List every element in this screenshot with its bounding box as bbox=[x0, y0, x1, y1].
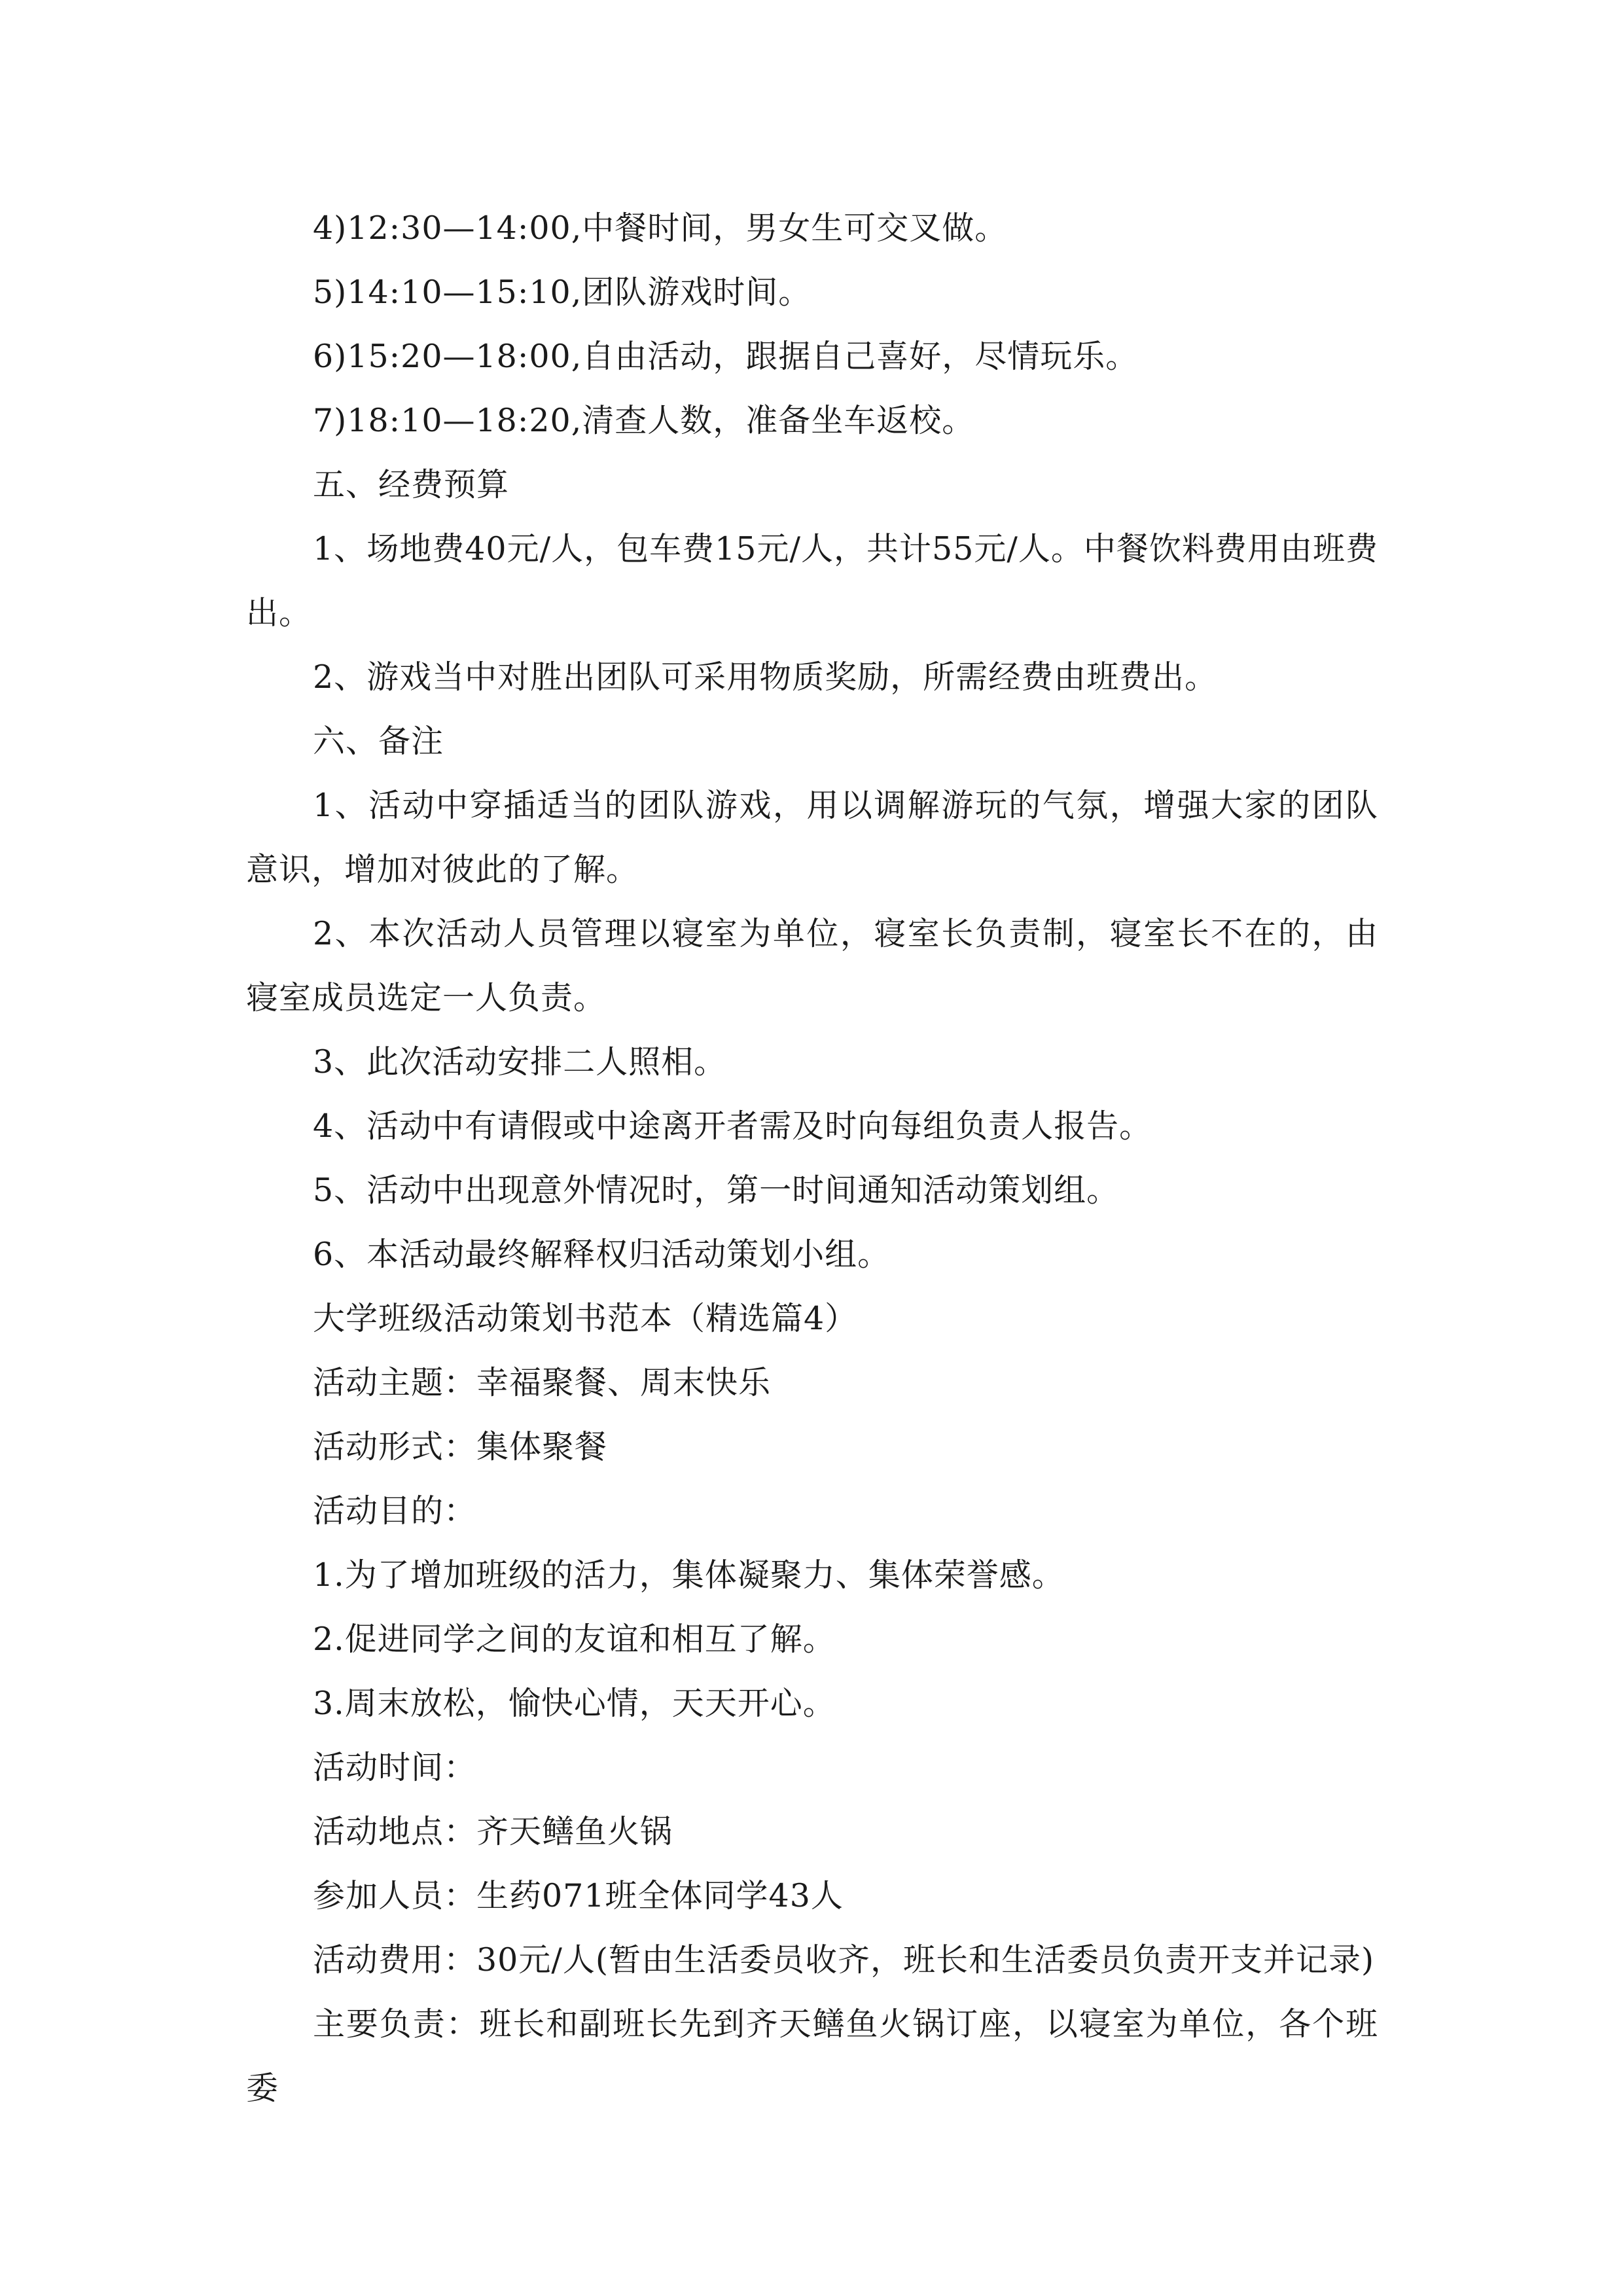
note-item-3: 3、此次活动安排二人照相。 bbox=[313, 1043, 727, 1081]
budget-item-1: 1、场地费40元/人，包车费15元/人，共计55元/人。中餐饮料费用由班费出。 bbox=[246, 530, 1378, 632]
schedule-item-6: 6)15:20—18:00,自由活动，跟据自己喜好，尽情玩乐。 bbox=[313, 338, 1139, 375]
activity-purpose-heading: 活动目的： bbox=[313, 1492, 477, 1530]
section-heading-notes: 六、备注 bbox=[313, 723, 444, 760]
document-body bbox=[246, 196, 1378, 2121]
schedule-item-4: 4)12:30—14:00,中餐时间，男女生可交叉做。 bbox=[313, 209, 1008, 247]
participants: 参加人员：生药071班全体同学43人 bbox=[313, 1877, 844, 1914]
main-responsibility: 主要负责：班长和副班长先到齐天鳝鱼火锅订座，以寝室为单位，各个班委 bbox=[246, 2005, 1378, 2107]
activity-time: 活动时间： bbox=[313, 1749, 477, 1786]
purpose-item-1: 1.为了增加班级的活力，集体凝聚力、集体荣誉感。 bbox=[313, 1556, 1065, 1594]
schedule-item-7: 7)18:10—18:20,清查人数，准备坐车返校。 bbox=[313, 402, 975, 439]
section-title-sample-4: 大学班级活动策划书范本（精选篇4） bbox=[313, 1300, 858, 1337]
activity-location: 活动地点：齐天鳝鱼火锅 bbox=[313, 1813, 673, 1850]
section-heading-budget: 五、经费预算 bbox=[313, 466, 510, 503]
note-item-4: 4、活动中有请假或中途离开者需及时向每组负责人报告。 bbox=[313, 1107, 1152, 1145]
note-item-6: 6、本活动最终解释权归活动策划小组。 bbox=[313, 1236, 891, 1273]
note-item-1: 1、活动中穿插适当的团队游戏，用以调解游玩的气氛，增强大家的团队意识，增加对彼此的了解。 bbox=[246, 787, 1378, 888]
activity-fee: 活动费用：30元/人(暂由生活委员收齐，班长和生活委员负责开支并记录) bbox=[313, 1941, 1375, 1979]
purpose-item-3: 3.周末放松，愉快心情，天天开心。 bbox=[313, 1685, 836, 1722]
activity-form: 活动形式：集体聚餐 bbox=[313, 1428, 608, 1465]
note-item-2: 2、本次活动人员管理以寝室为单位，寝室长负责制，寝室长不在的，由寝室成员选定一人负责。 bbox=[246, 915, 1378, 1016]
activity-theme: 活动主题：幸福聚餐、周末快乐 bbox=[313, 1364, 772, 1401]
note-item-5: 5、活动中出现意外情况时，第一时间通知活动策划组。 bbox=[313, 1172, 1120, 1209]
schedule-item-5: 5)14:10—15:10,团队游戏时间。 bbox=[313, 274, 812, 311]
budget-item-2: 2、游戏当中对胜出团队可采用物质奖励，所需经费由班费出。 bbox=[313, 658, 1218, 696]
purpose-item-2: 2.促进同学之间的友谊和相互了解。 bbox=[313, 1621, 836, 1658]
